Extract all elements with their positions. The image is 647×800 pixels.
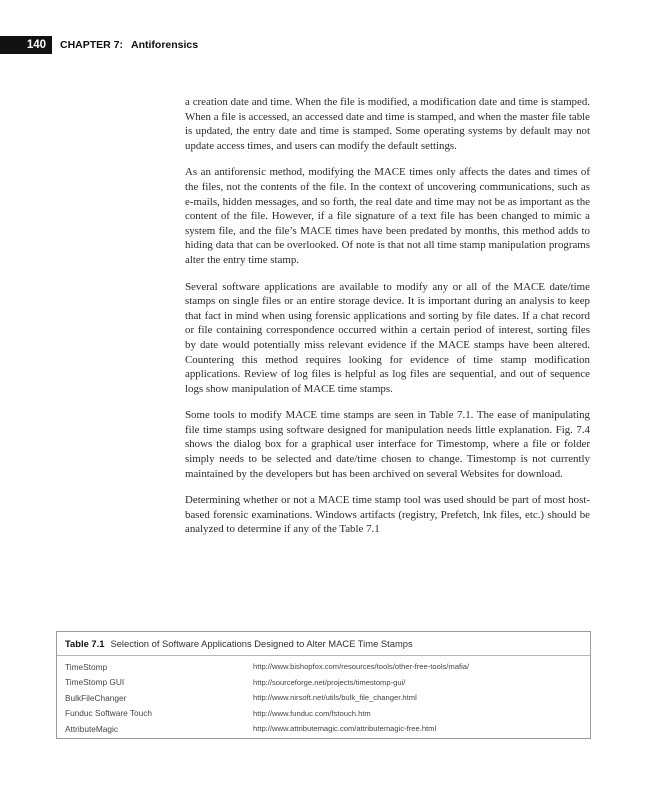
software-url: http://www.attributemagic.com/attributemagic-free.html xyxy=(253,724,437,734)
body-text xyxy=(185,95,590,549)
table-label: Table 7.1 xyxy=(65,638,105,649)
software-url: http://www.funduc.com/fstouch.htm xyxy=(253,708,371,718)
software-url: http://sourceforge.net/projects/timestomp-gui/ xyxy=(253,677,406,687)
software-name: BulkFileChanger xyxy=(65,692,127,703)
table-row xyxy=(57,721,590,737)
paragraph: Several software applications are available to modify any or all of the MACE date/time stamps on single files or an entire storage device. It is important during an analysis to keep that fact in mind when using forensic applications and sorting by file dates. If a chat record or file containing correspondence occurred within a certain period of interest, sorting files by date would potentially miss relevant evidence if the MACE stamps have been altered. Countering this method requires looking for evidence of time stamp modification applications. Review of log files is helpful as log files are sequential, and out of sequence logs show manipulation of MACE time stamps. xyxy=(185,280,590,395)
table-row xyxy=(57,706,590,722)
software-name: Funduc Software Touch xyxy=(65,708,153,719)
chapter-title: Antiforensics xyxy=(131,39,199,51)
chapter-heading xyxy=(60,36,198,54)
table-row xyxy=(57,690,590,706)
table-body xyxy=(57,656,590,737)
paragraph: a creation date and time. When the file is modified, a modification date and time is stamped. When a file is accessed, an accessed date and time is stamped, and when the master file table is updated, the entry date and time is stamped. Some operating systems by default may not update access times, and users can modify the default settings. xyxy=(185,96,590,152)
table-row xyxy=(57,659,590,675)
table-7-1 xyxy=(56,631,591,739)
table-row xyxy=(57,675,590,691)
paragraph: As an antiforensic method, modifying the MACE times only affects the dates and times of the files, not the contents of the file. In the context of uncovering communications, such as e-mails, hidden messages, and so forth, the real date and time may not be as important as the content of the file. However, if a file signature of a text file has been changed to mimic a system file, and the file’s MACE times have been predated by months, this method adds to hiding data that can be overlooked. Of note is that not all time stamp manipulation programs alter the entry time stamp. xyxy=(185,166,590,266)
software-name: AttributeMagic xyxy=(65,723,119,734)
software-url: http://www.bishopfox.com/resources/tools/other-free-tools/mafia/ xyxy=(253,662,470,672)
table-caption-text: Selection of Software Applications Designed to Alter MACE Time Stamps xyxy=(110,638,413,649)
paragraph: Determining whether or not a MACE time stamp tool was used should be part of most host-based forensic examinations. Windows artifacts (registry, Prefetch, lnk files, etc.) should be analyzed to determine if any of the Table 7.1 xyxy=(185,494,590,536)
table-caption xyxy=(57,632,590,656)
page-number: 140 xyxy=(0,36,52,54)
paragraph: Some tools to modify MACE time stamps are seen in Table 7.1. The ease of manipulating file time stamps using software designed for manipulation needs little explanation. Fig. 7.4 shows the dialog box for a graphical user interface for Timestomp, where a file or folder simply needs to be selected and date/time chosen to change. Timestomp is not currently maintained by the developers but has been archived on several Websites for download. xyxy=(185,409,590,480)
running-header xyxy=(0,36,647,54)
software-url: http://www.nirsoft.net/utils/bulk_file_changer.html xyxy=(253,693,417,703)
software-name: TimeStomp GUI xyxy=(65,677,125,688)
software-name: TimeStomp xyxy=(65,661,108,672)
chapter-label: CHAPTER 7: xyxy=(60,39,124,51)
